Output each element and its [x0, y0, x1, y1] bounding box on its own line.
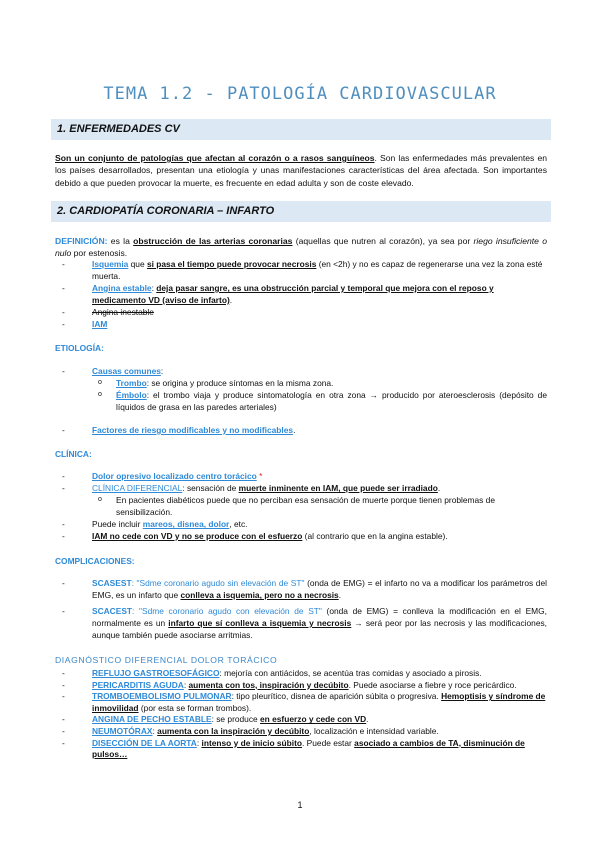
- document-title: TEMA 1.2 - PATOLOGÍA CARDIOVASCULAR: [103, 84, 497, 104]
- clinica-label: CLÍNICA:: [55, 449, 92, 459]
- li-text: : se produce: [211, 714, 261, 725]
- li-text: : el trombo viaja y produce sintomatología en otra zona → producido por ateroesclerosis (depósito de líquidos de grasa en las paredes arteriales): [116, 390, 547, 412]
- li-bold: intenso y de inicio súbito: [201, 737, 303, 748]
- list-item: [62, 258, 547, 282]
- definition-label: DEFINICIÓN:: [55, 236, 108, 246]
- li-bold: Hemoptisis y síndrome de inmovilidad: [92, 691, 546, 713]
- list-item: [62, 518, 547, 530]
- li-text: :: [196, 737, 202, 748]
- li-text: .: [229, 295, 233, 305]
- factores-label: Factores de riesgo modificables y no modificables: [92, 425, 294, 435]
- def-text-3: por estenosis.: [71, 248, 128, 259]
- clinica-list: [62, 470, 547, 542]
- page-number: 1: [297, 800, 303, 810]
- complicaciones-list: [62, 577, 547, 641]
- li-bold: en esfuerzo y cede con VD: [260, 714, 367, 725]
- list-item: [62, 738, 547, 761]
- list-item: [62, 691, 547, 714]
- list-item: [62, 714, 547, 726]
- sub-list-item: [62, 389, 547, 413]
- li-bold: IAM no cede con VD y no se produce con el esfuerzo: [92, 531, 303, 541]
- list-item: - SCASEST: "Sdme coronario agudo sin elevación de ST" (onda de EMG) = el infarto no va a modificar los parámetros del EMG, es un infarto que conlleva a isquemia, pero no a necrosis.: [62, 577, 547, 601]
- li-text: (onda de EMG) = conlleva la modificación en el EMG, normalmente es un: [92, 606, 547, 628]
- li-text: (al contrario que en la angina estable).: [302, 531, 448, 541]
- reflujo-label: REFLUJO GASTROESOFÁGICO: [92, 668, 220, 678]
- list-item: [62, 318, 547, 330]
- scasest-quote: : "Sdme coronario agudo sin elevación de ST": [131, 578, 305, 588]
- li-text: .: [366, 714, 369, 725]
- section-heading-2: 2. CARDIOPATÍA CORONARIA – INFARTO: [51, 201, 551, 222]
- li-text: → será peor por las necrosis y las modificaciones, aunque también puede asociarse arritmias.: [92, 618, 547, 640]
- definition-paragraph: [55, 235, 547, 260]
- li-bold: asociado a cambios de TA, disminución de pulsos…: [92, 737, 525, 760]
- sub-list-item: [62, 377, 547, 389]
- li-text: : se origina y produce síntomas en la misma zona.: [146, 378, 334, 388]
- angina-inestable-label: Angina inestable: [92, 307, 154, 317]
- tromboembolismo-label: TROMBOEMBOLISMO PULMONAR: [92, 691, 232, 702]
- def-text-2: (aquellas que nutren al corazón), ya sea por: [292, 236, 474, 246]
- intro-rest: . Son las enfermedades más prevalentes en los países desarrollados, presentan una etiología y unas manifestaciones características del área afectada. Son importantes debido a que pueden provocar la muerte, es frecuente en edad adulta y son de coste elevado.: [55, 153, 547, 188]
- li-text: (en <2h) y no es capaz de regenerarse una vez la zona esté muerta.: [92, 259, 543, 281]
- list-item: - Causas comunes:: [62, 365, 547, 377]
- list-item: - Factores de riesgo modificables y no modificables.: [62, 424, 547, 436]
- isquemia-label: Isquemia: [92, 259, 129, 269]
- list-item: [62, 726, 547, 738]
- causas-label: Causas comunes: [92, 366, 161, 376]
- li-bold: deja pasar sangre, es una obstrucción parcial y temporal que mejora con el reposo y medicamento VD (aviso de infarto): [92, 283, 494, 305]
- def-bold: obstrucción de las arterias coronarias: [133, 236, 293, 246]
- list-item: [62, 530, 547, 542]
- diagnostico-label: DIAGNÓSTICO DIFERENCIAL DOLOR TORÁCICO: [55, 655, 278, 665]
- li-text: . Puede estar: [302, 737, 355, 748]
- sintomas-label: mareos, disnea, dolor: [142, 519, 230, 529]
- list-item: [62, 668, 547, 680]
- li-text: :: [151, 283, 157, 293]
- def-italic: riego insuficiente o nulo: [55, 236, 547, 259]
- li-bold: aumenta con la inspiración y decúbito: [157, 725, 310, 736]
- diseccion-label: DISECCIÓN DE LA AORTA: [92, 737, 197, 748]
- li-text: Puede incluir: [92, 519, 143, 529]
- dolor-label: Dolor opresivo localizado centro torácico: [92, 471, 257, 481]
- list-item: [62, 306, 547, 318]
- li-text: (onda de EMG) = el infarto no va a modificar los parámetros del EMG, es un infarto que: [92, 578, 547, 600]
- iam-label: IAM: [92, 319, 108, 329]
- angina-estable-label: Angina estable: [92, 283, 152, 293]
- section-heading-1: 1. ENFERMEDADES CV: [51, 119, 551, 140]
- list-item: [62, 282, 547, 306]
- li-bold: si pasa el tiempo puede provocar necrosis: [146, 259, 317, 269]
- li-bold: aumenta con tos, inspiración y decúbito: [188, 679, 349, 690]
- scacest-label: SCACEST: [92, 606, 133, 616]
- li-text: (por esta se forman trombos).: [138, 702, 252, 713]
- li-text: . Puede asociarse a fiebre y roce pericárdico.: [348, 679, 517, 690]
- section-1-paragraph: [55, 152, 547, 189]
- diagnostico-list: [62, 668, 547, 761]
- li-bold: conlleva a isquemia, pero no a necrosis: [180, 590, 339, 600]
- li-text: , localización e intensidad variable.: [309, 725, 439, 736]
- list-item: [62, 680, 547, 692]
- def-text-1: es la: [107, 236, 134, 246]
- li-text: que: [128, 259, 147, 269]
- li-text: : mejoría con antiácidos, se acentúa tras comidas y asociado a pirosis.: [219, 668, 482, 678]
- clinica-diferencial-label: CLÍNICA DIFERENCIAL: [92, 483, 183, 493]
- factores-list: [62, 424, 547, 436]
- li-text: : sensación de: [182, 483, 239, 493]
- li-text: :: [183, 679, 189, 690]
- embolo-label: Émbolo: [116, 390, 147, 400]
- neumotorax-label: NEUMOTÓRAX: [92, 725, 153, 736]
- sub-list-item: [62, 494, 547, 518]
- li-bold: infarto que sí conlleva a isquemia y necrosis: [168, 618, 352, 628]
- list-item: [62, 605, 547, 641]
- li-text: :: [152, 725, 158, 736]
- li-text: En pacientes diabéticos puede que no perciban esa sensación de muerte porque tienen problemas de sensibilización.: [116, 495, 495, 517]
- pericarditis-label: PERICARDITIS AGUDA: [92, 679, 184, 690]
- li-text: , etc.: [229, 519, 248, 529]
- list-item: - CLÍNICA DIFERENCIAL: sensación de muerte inminente en IAM, que puede ser irradiado.: [62, 482, 547, 494]
- etiologia-list: [62, 365, 547, 413]
- definition-list: [62, 258, 547, 330]
- etiologia-label: ETIOLOGÍA:: [55, 343, 104, 353]
- scasest-label: SCASEST: [92, 578, 132, 588]
- intro-bold: Son un conjunto de patologías que afectan al corazón o a rasos sanguíneos: [55, 153, 375, 163]
- li-text: : tipo pleurítico, disnea de aparición súbita o progresiva.: [231, 691, 442, 702]
- asterisk: *: [259, 471, 263, 481]
- angina-pecho-label: ANGINA DE PECHO ESTABLE: [92, 714, 212, 725]
- trombo-label: Trombo: [116, 378, 147, 388]
- scacest-quote: : "Sdme coronario agudo con elevación de ST": [132, 606, 322, 616]
- list-item: [62, 470, 547, 482]
- complicaciones-label: COMPLICACIONES:: [55, 556, 135, 566]
- li-bold: muerte inminente en IAM, que puede ser irradiado: [238, 483, 438, 493]
